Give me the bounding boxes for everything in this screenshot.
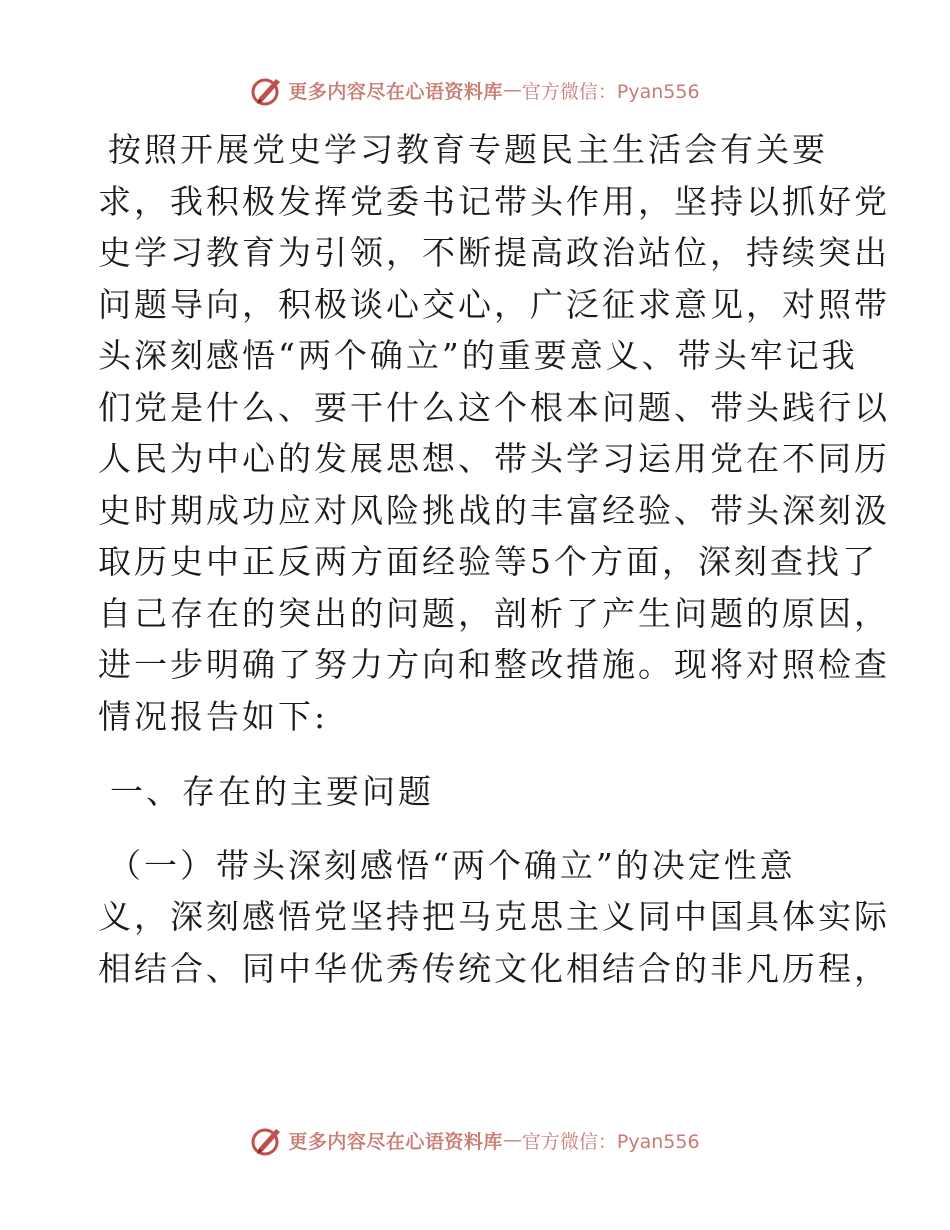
watermark-separator: — (502, 1129, 522, 1151)
section-heading: 一、存在的主要问题 (110, 772, 434, 811)
text-line: 进一步明确了努力方向和整改措施。现将对照检查 (98, 645, 890, 684)
watermark-main-text: 更多内容尽在心语资料库 (288, 80, 503, 103)
text-line: 按照开展党史学习教育专题民主生活会有关要 (108, 130, 828, 169)
pen-logo-icon (250, 73, 284, 107)
text-line: 相结合、同中华优秀传统文化相结合的非凡历程， (98, 948, 890, 988)
text-line: 问题导向，积极谈心交心，广泛征求意见，对照带 (98, 284, 890, 324)
watermark-main-text: 更多内容尽在心语资料库 (288, 1130, 503, 1153)
document-body (98, 124, 890, 1027)
text-line: 取历史中正反两方面经验等5个方面，深刻查找了 (98, 542, 878, 581)
header-watermark (0, 70, 950, 110)
text-line: （一）带头深刻感悟“两个确立”的决定性意 (108, 845, 796, 885)
text-line: 史学习教育为引领，不断提高政治站位，持续突出 (98, 233, 890, 272)
footer-watermark (0, 1120, 950, 1160)
text-line: 们党是什么、要干什么这个根本问题、带头践行以 (98, 387, 890, 427)
text-line: 情况报告如下: (98, 696, 329, 736)
text-line: 自己存在的突出的问题，剖析了产生问题的原因， (98, 593, 890, 633)
intro-paragraph (98, 124, 890, 742)
text-line: 义，深刻感悟党坚持把马克思主义同中国具体实际 (98, 897, 890, 936)
pen-logo-icon (250, 1123, 284, 1157)
text-line: 史时期成功应对风险挑战的丰富经验、带头深刻汲 (98, 490, 890, 530)
text-line: 人民为中心的发展思想、带头学习运用党在不同历 (98, 439, 890, 478)
text-line: 求，我积极发挥党委书记带头作用，坚持以抓好党 (98, 181, 890, 221)
watermark-separator: — (502, 79, 522, 101)
watermark-contact: 官方微信：Pyan556 (521, 80, 700, 103)
subsection-paragraph (98, 840, 890, 995)
text-line: 头深刻感悟“两个确立”的重要意义、带头牢记我 (98, 336, 858, 375)
watermark-contact: 官方微信：Pyan556 (521, 1130, 700, 1153)
